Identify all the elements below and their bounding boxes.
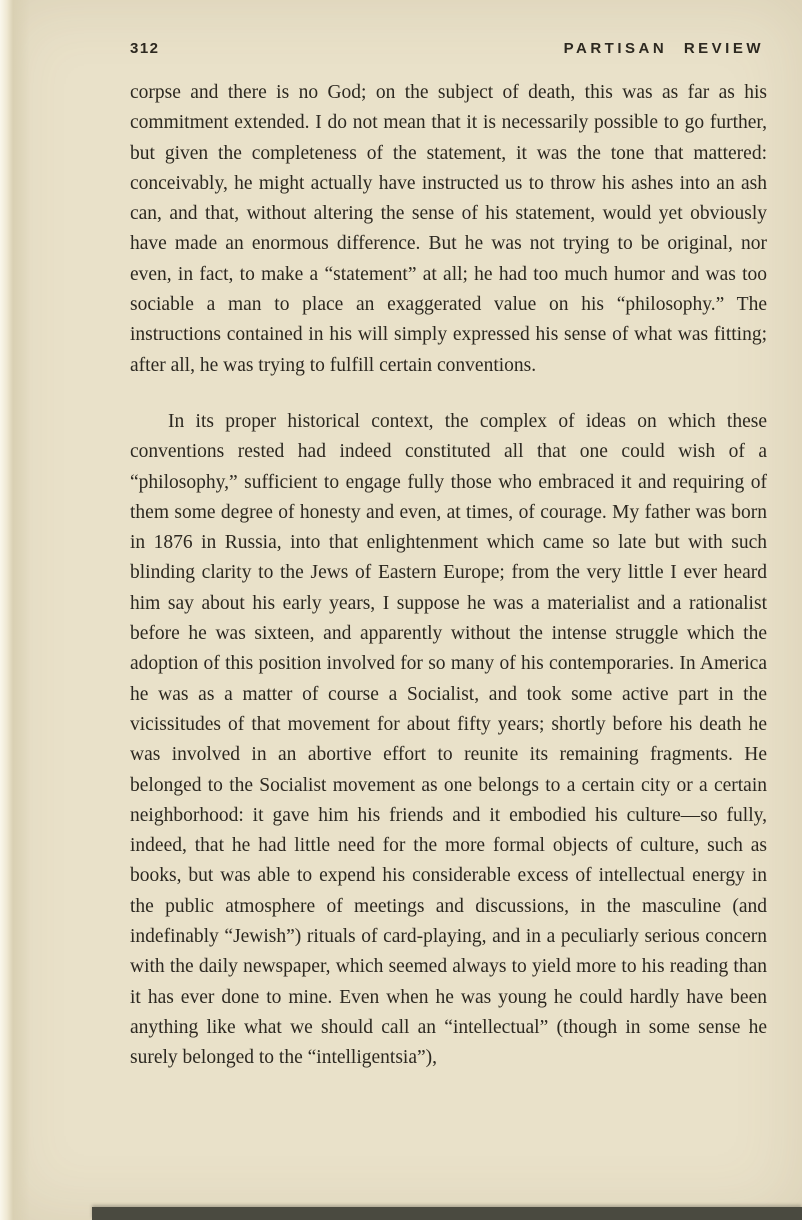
- journal-title: PARTISAN REVIEW: [563, 40, 764, 57]
- paragraph-continued: corpse and there is no God; on the subject of death, this was as far as his commitment extended. I do not mean that it is necessarily possible to go further, but given the completeness of the statement, it was the tone that mattered: conceivably, he might actually have instructed us to throw his ashes into an ash can, and that, without altering the sense of his statement, would yet obviously have made an enormous difference. But he was not trying to be original, nor even, in fact, to make a “statement” at all; he had too much humor and was too sociable a man to place an exaggerated value on his “philosophy.” The instructions contained in his will simply expressed his sense of what was fitting; after all, he was trying to fulfill certain conventions.: [130, 82, 767, 376]
- page-number: 312: [130, 40, 160, 57]
- scan-bottom-edge: [92, 1207, 802, 1220]
- body-text-block: [130, 78, 767, 1074]
- running-head: [130, 40, 764, 57]
- paragraph: In its proper historical context, the complex of ideas on which these conventions rested had indeed constituted all that one could wish of a “philosophy,” sufficient to engage fully those who embraced it and requiring of them some degree of honesty and even, at times, of courage. My father was born in 1876 in Russia, into that enlightenment which came so late but with such blinding clarity to the Jews of Eastern Europe; from the very little I ever heard him say about his early years, I suppose he was a materialist and a rationalist before he was sixteen, and apparently without the intense struggle which the adoption of this position involved for so many of his contemporaries. In America he was as a matter of course a Socialist, and took some active part in the vicissitudes of that movement for about fifty years; shortly before his death he was involved in an abortive effort to reunite its remaining fragments. He belonged to the Socialist movement as one belongs to a certain city or a certain neighborhood: it gave him his friends and it embodied his culture—so fully, indeed, that he had little need for the more formal objects of culture, such as books, but was able to expend his considerable excess of intellectual energy in the public atmosphere of meetings and discussions, in the masculine (and indefinably “Jewish”) rituals of card-playing, and in a peculiarly serious concern with the daily newspaper, which seemed always to yield more to his reading than it has ever done to mine. Even when he was young he could hardly have been anything like what we should call an “intellectual” (though in some sense he surely belonged to the “intelligentsia”),: [130, 410, 767, 1069]
- page-left-edge-shadow: [0, 0, 30, 1220]
